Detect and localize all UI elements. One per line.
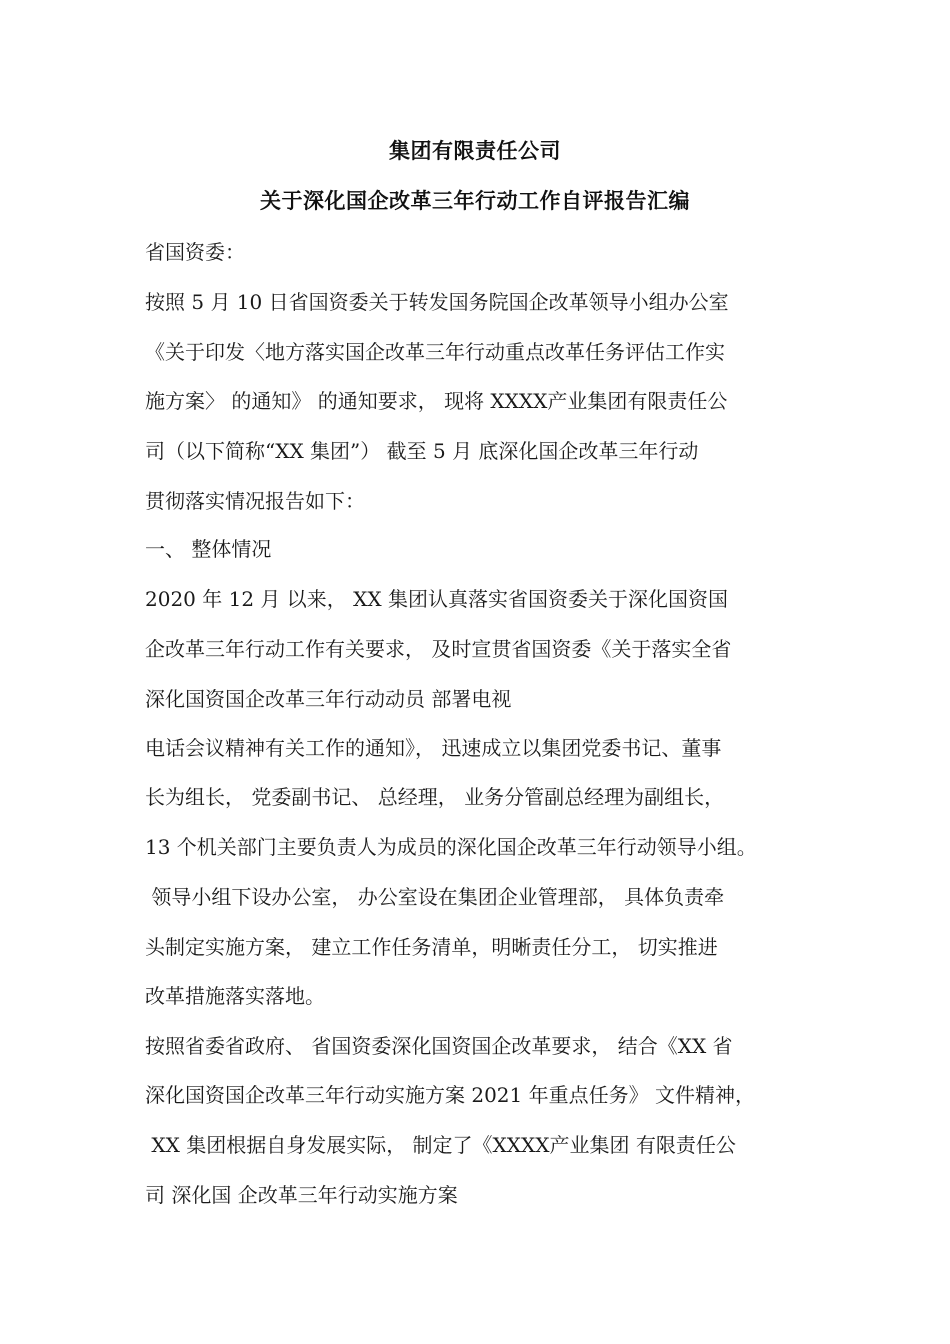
paragraph-line: 省国资委： [145,240,245,264]
paragraph-line: 13 个机关部门主要负责人为成员的深化国企改革三年行动领导小组。 [145,835,757,859]
paragraph-line: 《关于印发〈地方落实国企改革三年行动重点改革任务评估工作实 [145,340,725,364]
paragraph-line: 电话会议精神有关工作的通知》， 迅速成立以集团党委书记、董事 [145,736,722,760]
paragraph-line: 深化国资国企改革三年行动实施方案 2021 年重点任务》 文件精神， [145,1083,755,1107]
paragraph-line: 施方案〉 的通知》 的通知要求， 现将 XXXX产业集团有限责任公 [145,389,728,413]
paragraph-line: 企改革三年行动工作有关要求， 及时宣贯省国资委《关于落实全省 [145,637,732,661]
paragraph-line: 按照省委省政府、 省国资委深化国资国企改革要求， 结合《XX 省 [145,1034,733,1058]
paragraph-line: 司（以下简称“XX 集团”） 截至 5 月 底深化国企改革三年行动 [145,439,699,463]
document-subtitle: 关于深化国企改革三年行动工作自评报告汇编 [260,189,690,213]
paragraph-line: 2020 年 12 月 以来， XX 集团认真落实省国资委关于深化国资国 [145,587,728,611]
paragraph-line: 按照 5 月 10 日省国资委关于转发国务院国企改革领导小组办公室 [145,290,729,314]
paragraph-line: 深化国资国企改革三年行动动员 部署电视 [145,687,512,711]
paragraph-line: 领导小组下设办公室， 办公室设在集团企业管理部， 具体负责牵 [145,885,725,909]
paragraph-line: 改革措施落实落地。 [145,984,325,1008]
paragraph-line: 贯彻落实情况报告如下： [145,489,365,513]
section-heading: 一、 整体情况 [145,537,272,561]
paragraph-line: XX 集团根据自身发展实际， 制定了《XXXX产业集团 有限责任公 [145,1133,736,1157]
paragraph-line: 长为组长， 党委副书记、 总经理， 业务分管副总经理为副组长， [145,785,725,809]
paragraph-line: 司 深化国 企改革三年行动实施方案 [145,1183,458,1207]
document-title: 集团有限责任公司 [389,139,561,163]
paragraph-line: 头制定实施方案， 建立工作任务清单，明晰责任分工， 切实推进 [145,935,718,959]
